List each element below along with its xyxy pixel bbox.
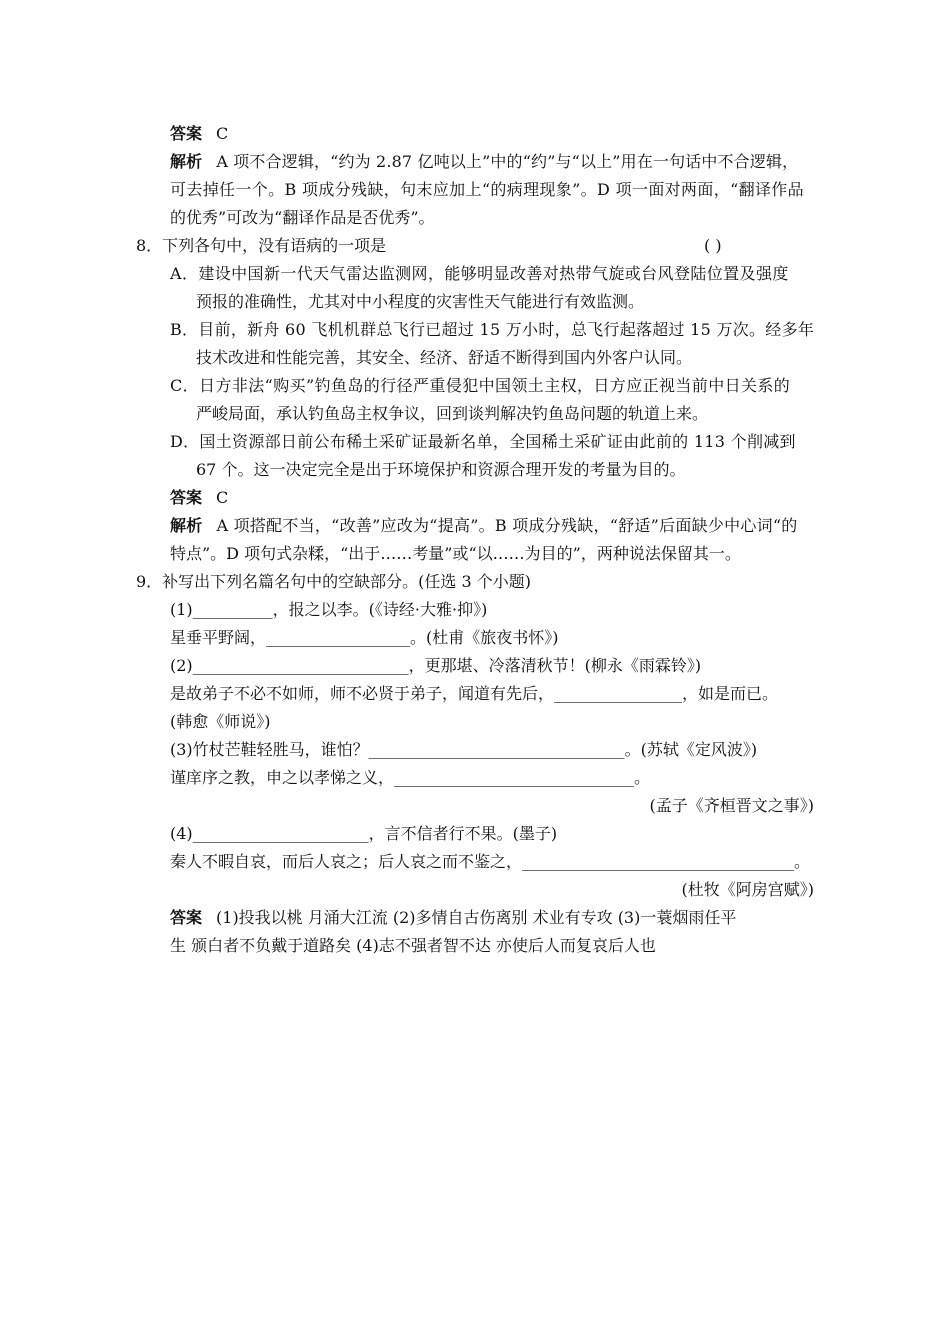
option-c-cont: 严峻局面，承认钓鱼岛主权争议，回到谈判解决钓鱼岛问题的轨道上来。 [196, 404, 709, 423]
answer-value: C [216, 488, 229, 507]
option-c: C．日方非法“购买”钓鱼岛的行径严重侵犯中国领土主权，日方应正视当前中日关系的 [170, 376, 791, 395]
analysis-label: 解析 [170, 516, 203, 535]
source-citation: (杜牧《阿房宫赋》) [681, 880, 814, 899]
analysis-text: A 项搭配不当，“改善”应改为“提高”。B 项成分残缺，“舒适”后面缺少中心词“的 [216, 516, 798, 535]
option-b-cont: 技术改进和性能完善，其安全、经济、舒适不断得到国内外客户认同。 [196, 348, 693, 367]
fill-blank-line: 谨庠序之教，申之以孝悌之义，______________________________。 [170, 768, 651, 787]
question-9-stem: 9．补写出下列名篇名句中的空缺部分。(任选 3 个小题) [136, 572, 532, 591]
option-a: A．建设中国新一代天气雷达监测网，能够明显改善对热带气旋或台风登陆位置及强度 [170, 264, 789, 283]
answer-label: 答案 [170, 488, 203, 507]
option-a-cont: 预报的准确性，尤其对中小程度的灾害性天气能进行有效监测。 [196, 292, 645, 311]
answer-text: (1)投我以桃 月涌大江流 (2)多情自古伤离别 术业有专攻 (3)一蓑烟雨任平 [216, 908, 737, 927]
answer-line [170, 124, 228, 144]
answer-text: 生 颁白者不负戴于道路矣 (4)志不强者智不达 亦使后人而复哀后人也 [170, 936, 656, 955]
option-b: B．目前，新舟 60 飞机机群总飞行已超过 15 万小时，总飞行起落超过 15 万次。经多年 [170, 320, 815, 339]
answer-value: C [216, 124, 229, 143]
question-8-stem: 8．下列各句中，没有语病的一项是 [136, 236, 387, 255]
analysis-text: 特点”。D 项句式杂糅，“出于……考量”或“以……为目的”，两种说法保留其一。 [170, 544, 741, 563]
source-citation: (韩愈《师说》) [170, 712, 271, 731]
analysis-text: 可去掉任一个。B 项成分残缺，句末应加上“的病理现象”。D 项一面对两面，“翻译作品 [170, 180, 804, 199]
fill-blank-line: (2)___________________________，更那堪、冷落清秋节！(柳永《雨霖铃》) [170, 656, 702, 675]
source-citation: (孟子《齐桓晋文之事》) [649, 796, 814, 815]
answer-line [170, 908, 736, 928]
fill-blank-line: 星垂平野阔，__________________。(杜甫《旅夜书怀》) [170, 628, 559, 647]
fill-blank-line: 是故弟子不必不如师，师不必贤于弟子，闻道有先后，________________，如是而已。 [170, 684, 779, 703]
analysis-label: 解析 [170, 152, 203, 171]
fill-blank-line: (1)__________，报之以李。(《诗经·大雅·抑》) [170, 600, 488, 619]
answer-paren: ( ) [704, 236, 722, 255]
analysis-line [170, 516, 798, 536]
analysis-text: 的优秀”可改为“翻译作品是否优秀”。 [170, 208, 435, 227]
fill-blank-line: 秦人不暇自哀，而后人哀之；后人哀之而不鉴之，__________________________________。 [170, 852, 811, 871]
answer-line [170, 488, 228, 508]
fill-blank-line: (4)______________________，言不信者行不果。(墨子) [170, 824, 558, 843]
fill-blank-line: (3)竹杖芒鞋轻胜马，谁怕？________________________________。(苏轼《定风波》) [170, 740, 758, 759]
option-d-cont: 67 个。这一决定完全是出于环境保护和资源合理开发的考量为目的。 [196, 460, 686, 479]
analysis-line [170, 152, 798, 172]
answer-label: 答案 [170, 908, 203, 927]
analysis-text: A 项不合逻辑，“约为 2.87 亿吨以上”中的“约”与“以上”用在一句话中不合逻辑， [216, 152, 799, 171]
option-d: D．国土资源部日前公布稀土采矿证最新名单，全国稀土采矿证由此前的 113 个削减到 [170, 432, 796, 451]
answer-label: 答案 [170, 124, 203, 143]
